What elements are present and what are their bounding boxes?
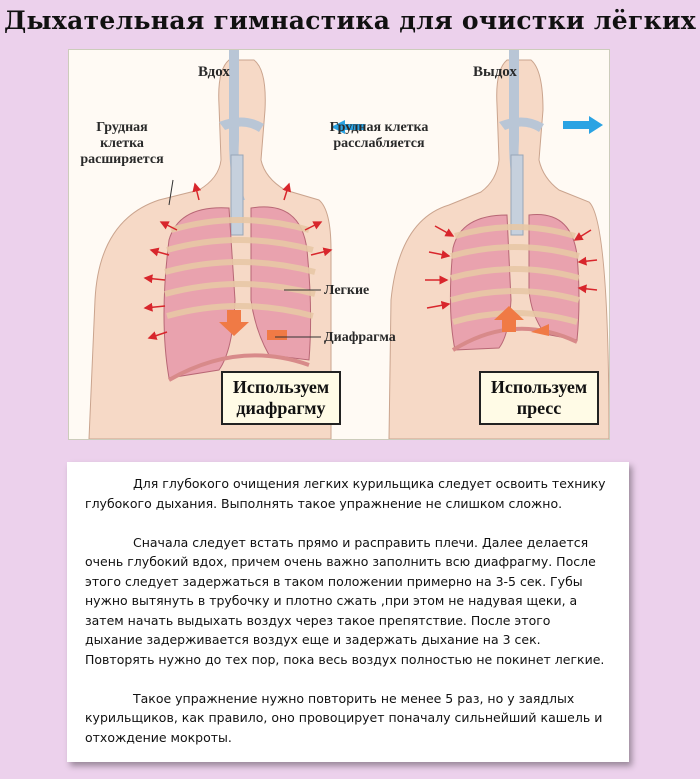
exhale-method-box: Используем пресс [479,371,599,425]
inhale-chest-label: Грудная клетка расширяется [80,120,164,167]
exhale-chest-label: Грудная клетка расслабляется [329,120,429,151]
inhale-heading: Вдох [198,64,230,80]
exhale-air-arrow [563,116,603,134]
paragraph-intro: Для глубокого очищения легких курильщика следует освоить технику глубокого дыхания. Выполнять такое упражнение не слишком сложно. [85,476,606,511]
page-title: Дыхательная гимнастика для очистки лёгких [4,6,696,35]
paragraph-technique: Сначала следует встать прямо и расправить плечи. Далее делается очень глубокий вдох, причем очень важно заполнить всю диафрагму. После этого следует задержаться в таком положении примерно на 3-5 сек. Губы нужно вытянуть в трубочку и плотно сжать ,при этом не надувая щеки, а затем начать выдыхать воздух через такое препятствие. После этого дыхание задерживается воздух еще и задержать дыхание на 3 сек. Повторять нужно до тех пор, пока весь воздух полностью не покинет легкие. [85,534,605,667]
exhale-heading: Выдох [473,64,517,80]
instructions-card [67,462,629,762]
diaphragm-label: Диафрагма [324,330,396,345]
breathing-illustration [68,49,610,440]
lungs-label: Легкие [324,283,370,298]
paragraph-repetition: Такое упражнение нужно повторить не менее 5 раз, но у заядлых курильщиков, как правило, оно провоцирует поначалу сильнейший кашель и отхождение мокроты. [85,690,603,745]
inhale-method-box: Используем диафрагму [221,371,341,425]
